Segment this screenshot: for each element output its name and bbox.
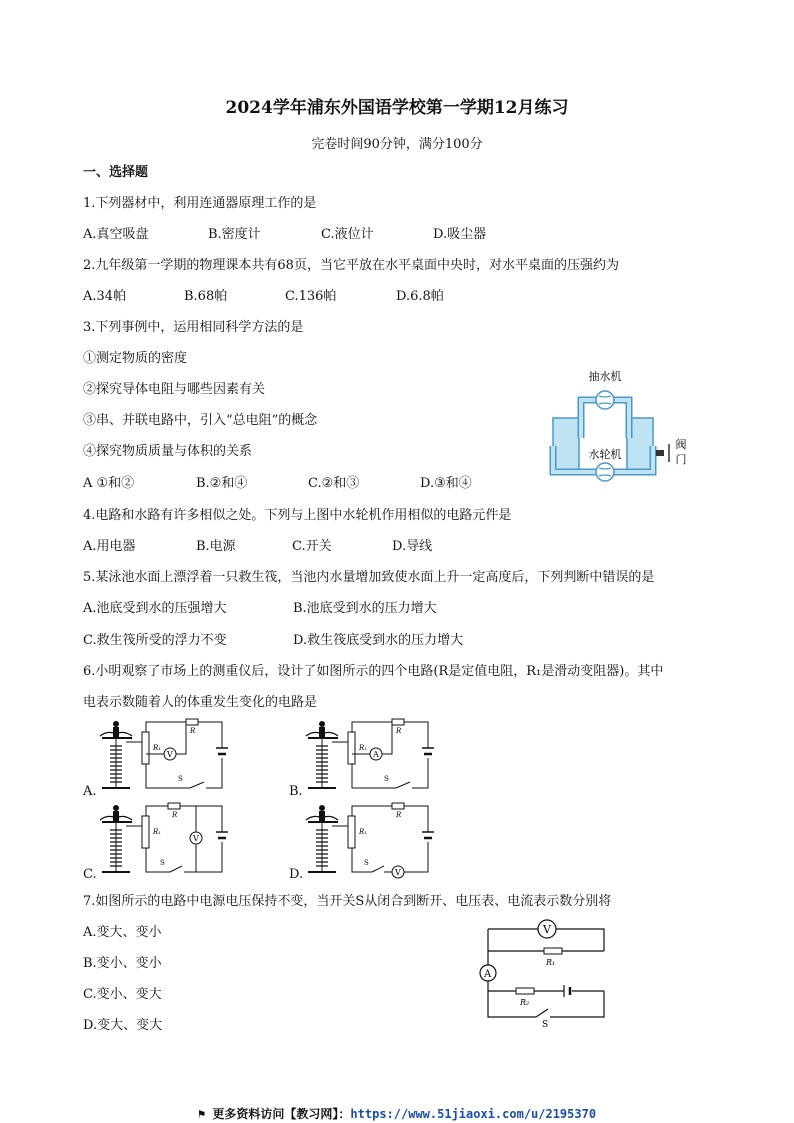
q7-option-b: B.变小、变小	[83, 956, 162, 971]
q5-option-d: D.救生筏底受到水的压力增大	[293, 633, 464, 648]
q3-option-c: C.②和③	[308, 476, 360, 491]
switch-label: S	[384, 775, 389, 783]
resistor-r1	[544, 948, 562, 954]
q4-option-d: D.导线	[392, 539, 433, 554]
switch-label: S	[542, 1020, 549, 1030]
q3-option-a: A ①和②	[83, 476, 135, 491]
resistor-r	[186, 719, 198, 725]
q3-option-d: D.③和④	[420, 476, 472, 491]
q1-option-c: C.液位计	[321, 227, 374, 242]
left-tank	[553, 418, 579, 474]
rheostat-r1	[348, 816, 355, 848]
circuit-b-figure	[304, 718, 444, 790]
person-icon	[113, 805, 119, 811]
footer	[0, 1105, 794, 1122]
r-label: R	[172, 811, 178, 819]
q3-item-4: ④探究物质质量与体积的关系	[83, 444, 253, 459]
valve-label-2: 门	[675, 453, 687, 466]
section-heading: 一、选择题	[83, 165, 149, 180]
q4-option-b: B.电源	[196, 539, 236, 554]
r1-label: R₁	[359, 828, 368, 836]
q3-item-2: ②探究导体电阻与哪些因素有关	[83, 382, 266, 397]
switch-label: S	[160, 859, 165, 867]
page-subtitle: 完卷时间90分钟，满分100分	[311, 137, 483, 152]
q1-option-d: D.吸尘器	[433, 227, 487, 242]
pump-wheel	[596, 391, 614, 409]
page-title: 2024学年浦东外国语学校第一学期12月练习	[225, 98, 569, 118]
footer-prefix: 更多资料访问【教习网】：	[212, 1107, 351, 1121]
circuit-a-figure	[98, 718, 238, 790]
person-icon	[319, 721, 325, 727]
circuit-c-figure	[98, 802, 238, 874]
q7-circuit-figure	[476, 917, 608, 1030]
r-label: R	[396, 811, 402, 819]
rheostat-r1	[142, 732, 149, 764]
q6-option-b: B.	[289, 784, 303, 799]
q3-option-b: B.②和④	[196, 476, 248, 491]
q3-item-3: ③串、并联电路中，引入“总电阻”的概念	[83, 413, 318, 428]
r1-label: R₁	[153, 828, 162, 836]
q7-option-c: C.变小、变大	[83, 987, 162, 1002]
person-icon	[113, 721, 119, 727]
q6-option-d: D.	[289, 867, 304, 882]
q6-stem-line1: 6.小明观察了市场上的测重仪后，设计了如图所示的四个电路(R是定值电阻，R₁是滑动变阻器)。其中	[83, 664, 664, 679]
q1-option-b: B.密度计	[208, 227, 261, 242]
rheostat-r1	[142, 816, 149, 848]
q3-stem: 3.下列事例中，运用相同科学方法的是	[83, 320, 304, 335]
q7-option-d: D.变大、变大	[83, 1018, 163, 1033]
switch-icon	[190, 782, 204, 788]
q3-item-1: ①测定物质的密度	[83, 351, 188, 366]
resistor-r	[392, 803, 404, 809]
q5-option-b: B.池底受到水的压力增大	[293, 601, 437, 616]
circuit-d-figure	[304, 802, 444, 877]
flag-icon: ⚑	[197, 1107, 206, 1121]
resistor-r2	[516, 988, 534, 994]
turbine-label: 水轮机	[588, 448, 622, 461]
valve-icon	[656, 450, 664, 456]
water-circuit-figure	[545, 368, 695, 486]
q7-stem: 7.如图所示的电路中电源电压保持不变，当开关S从闭合到断开、电压表、电流表示数分别将	[83, 894, 612, 909]
q6-option-c: C.	[83, 867, 97, 882]
ammeter-label: A	[373, 750, 379, 759]
q4-option-a: A.用电器	[83, 539, 136, 554]
ammeter-label: A	[484, 969, 492, 980]
switch-icon	[372, 866, 384, 872]
q2-option-c: C.136帕	[285, 289, 337, 304]
q2-option-a: A.34帕	[83, 289, 127, 304]
r1-label: R₁	[359, 744, 368, 752]
q1-stem: 1.下列器材中，利用连通器原理工作的是	[83, 196, 317, 211]
switch-icon	[170, 866, 182, 872]
r-label: R	[190, 727, 196, 735]
pump-label: 抽水机	[588, 370, 622, 383]
r2-label: R₂	[520, 998, 530, 1007]
voltmeter-label: V	[543, 923, 551, 936]
switch-label: S	[364, 859, 369, 867]
valve-label-1: 阀	[675, 438, 687, 451]
resistor-r	[168, 803, 180, 809]
voltmeter-label: V	[167, 750, 173, 759]
voltmeter-label: V	[395, 868, 401, 877]
turbine-wheel	[596, 463, 614, 481]
switch-icon	[536, 1009, 548, 1017]
switch-label: S	[178, 775, 183, 783]
q5-option-c: C.救生筏所受的浮力不变	[83, 633, 227, 648]
switch-icon	[396, 782, 410, 788]
q5-option-a: A.池底受到水的压强增大	[83, 601, 227, 616]
q6-stem-line2: 电表示数随着人的体重发生变化的电路是	[83, 695, 318, 710]
q5-stem: 5.某泳池水面上漂浮着一只救生筏，当池内水量增加致使水面上升一定高度后，下列判断中错误的是	[83, 570, 655, 585]
q6-option-a: A.	[83, 784, 97, 799]
q2-stem: 2.九年级第一学期的物理课本共有68页，当它平放在水平桌面中央时，对水平桌面的压强约为	[83, 258, 619, 273]
voltmeter-label: V	[193, 834, 199, 843]
q4-option-c: C.开关	[292, 539, 332, 554]
q4-stem: 4.电路和水路有许多相似之处。下列与上图中水轮机作用相似的电路元件是	[83, 508, 512, 523]
q2-option-b: B.68帕	[184, 289, 228, 304]
q7-option-a: A.变大、变小	[83, 925, 162, 940]
r-label: R	[396, 727, 402, 735]
r1-label: R₁	[153, 744, 162, 752]
q2-option-d: D.6.8帕	[396, 289, 444, 304]
r1-label: R₁	[546, 958, 556, 967]
resistor-r	[392, 719, 404, 725]
footer-link[interactable]: https://www.51jiaoxi.com/u/2195370	[350, 1107, 597, 1121]
rheostat-r1	[348, 732, 355, 764]
person-icon	[319, 805, 325, 811]
q1-option-a: A.真空吸盘	[83, 227, 149, 242]
